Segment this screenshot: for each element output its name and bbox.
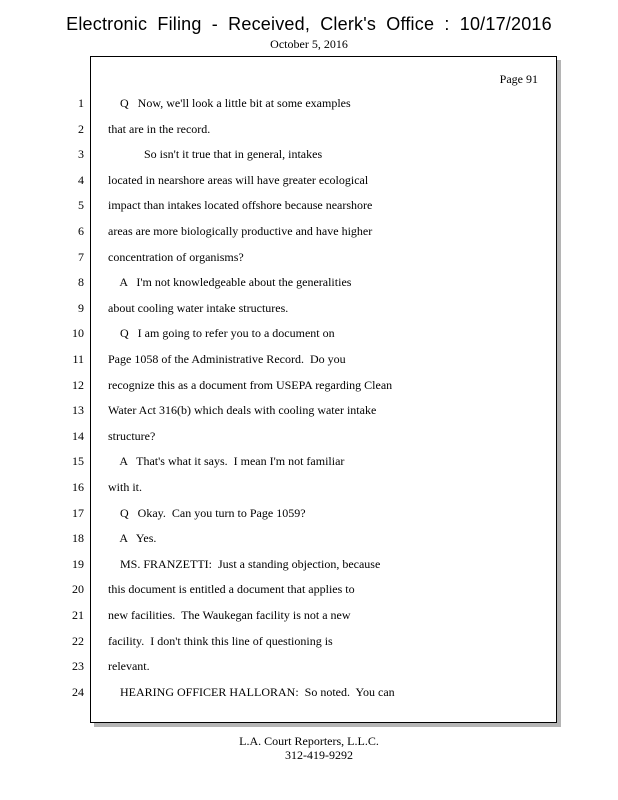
line-number: 3 (78, 147, 84, 162)
line-text: A I'm not knowledgeable about the generalities (108, 275, 352, 290)
line-number: 13 (72, 403, 84, 418)
line-text: Q Now, we'll look a little bit at some examples (108, 96, 351, 110)
transcript-line (0, 657, 618, 675)
transcript-line (0, 94, 618, 112)
line-number: 6 (78, 224, 84, 238)
line-text: that are in the record. (108, 121, 211, 136)
line-number: 12 (72, 377, 84, 392)
transcript-line (0, 324, 618, 342)
transcript-line (0, 555, 618, 573)
line-text: MS. FRANZETTI: Just a standing objection, because (108, 556, 381, 571)
line-number: 22 (72, 633, 84, 648)
line-number: 23 (72, 659, 84, 674)
line-text: with it. (108, 480, 143, 494)
transcript-line (0, 504, 618, 522)
line-text: Q I am going to refer you to a document on (108, 326, 335, 341)
line-text: Q Okay. Can you turn to Page 1059? (108, 505, 306, 520)
line-text: A That's what it says. I mean I'm not familiar (108, 454, 345, 469)
line-number: 21 (72, 608, 84, 622)
line-number: 15 (72, 454, 84, 469)
footer-company: L.A. Court Reporters, L.L.C. (239, 734, 379, 748)
line-text: facility. I don't think this line of questioning is (108, 633, 333, 648)
line-text: impact than intakes located offshore because nearshore (108, 198, 373, 213)
line-text: located in nearshore areas will have greater ecological (108, 172, 369, 187)
transcript-line (0, 478, 618, 496)
deposition-date: October 5, 2016 (270, 37, 348, 51)
line-number: 18 (72, 531, 84, 546)
transcript-line (0, 606, 618, 624)
line-text: new facilities. The Waukegan facility is not a new (108, 608, 351, 622)
line-number: 7 (78, 249, 84, 264)
line-text: Water Act 316(b) which deals with cooling water intake (108, 403, 377, 418)
transcript-line (0, 248, 618, 266)
line-number: 16 (72, 480, 84, 494)
line-text: recognize this as a document from USEPA regarding Clean (108, 377, 393, 392)
transcript-line (0, 529, 618, 547)
transcript-line (0, 196, 618, 214)
transcript-line (0, 401, 618, 419)
line-number: 24 (72, 684, 84, 699)
line-text: structure? (108, 428, 156, 443)
line-text: concentration of organisms? (108, 249, 244, 264)
line-text: areas are more biologically productive and have higher (108, 224, 373, 238)
line-text: Page 1058 of the Administrative Record. Do you (108, 352, 346, 366)
transcript-line (0, 222, 618, 240)
transcript-line (0, 376, 618, 394)
line-number: 4 (78, 172, 84, 187)
line-number: 2 (78, 121, 84, 136)
transcript-line (0, 145, 618, 163)
transcript-line (0, 273, 618, 291)
line-text: relevant. (108, 659, 150, 674)
transcript-line (0, 171, 618, 189)
transcript-line (0, 452, 618, 470)
line-number: 17 (72, 505, 84, 520)
transcript-line (0, 580, 618, 598)
footer-phone: 312-419-9292 (285, 748, 353, 762)
transcript-line (0, 683, 618, 701)
transcript-line (0, 120, 618, 138)
transcript-line (0, 299, 618, 317)
line-number: 1 (78, 96, 84, 110)
line-number: 8 (78, 275, 84, 290)
line-text: about cooling water intake structures. (108, 300, 289, 315)
line-number: 14 (72, 428, 84, 443)
line-number: 11 (72, 352, 84, 366)
line-number: 20 (72, 582, 84, 597)
transcript-line (0, 632, 618, 650)
page-number: Page 91 (499, 72, 538, 86)
filing-stamp: Electronic Filing - Received, Clerk's Office : 10/17/2016 (66, 14, 552, 34)
transcript-line (0, 427, 618, 445)
line-number: 5 (78, 198, 84, 213)
line-text: So isn't it true that in general, intakes (108, 147, 323, 162)
line-number: 9 (78, 300, 84, 315)
transcript-line (0, 350, 618, 368)
line-text: this document is entitled a document that applies to (108, 582, 355, 597)
line-number: 19 (72, 556, 84, 571)
line-text: A Yes. (108, 531, 157, 546)
line-text: HEARING OFFICER HALLORAN: So noted. You can (108, 684, 395, 699)
line-number: 10 (72, 326, 84, 341)
